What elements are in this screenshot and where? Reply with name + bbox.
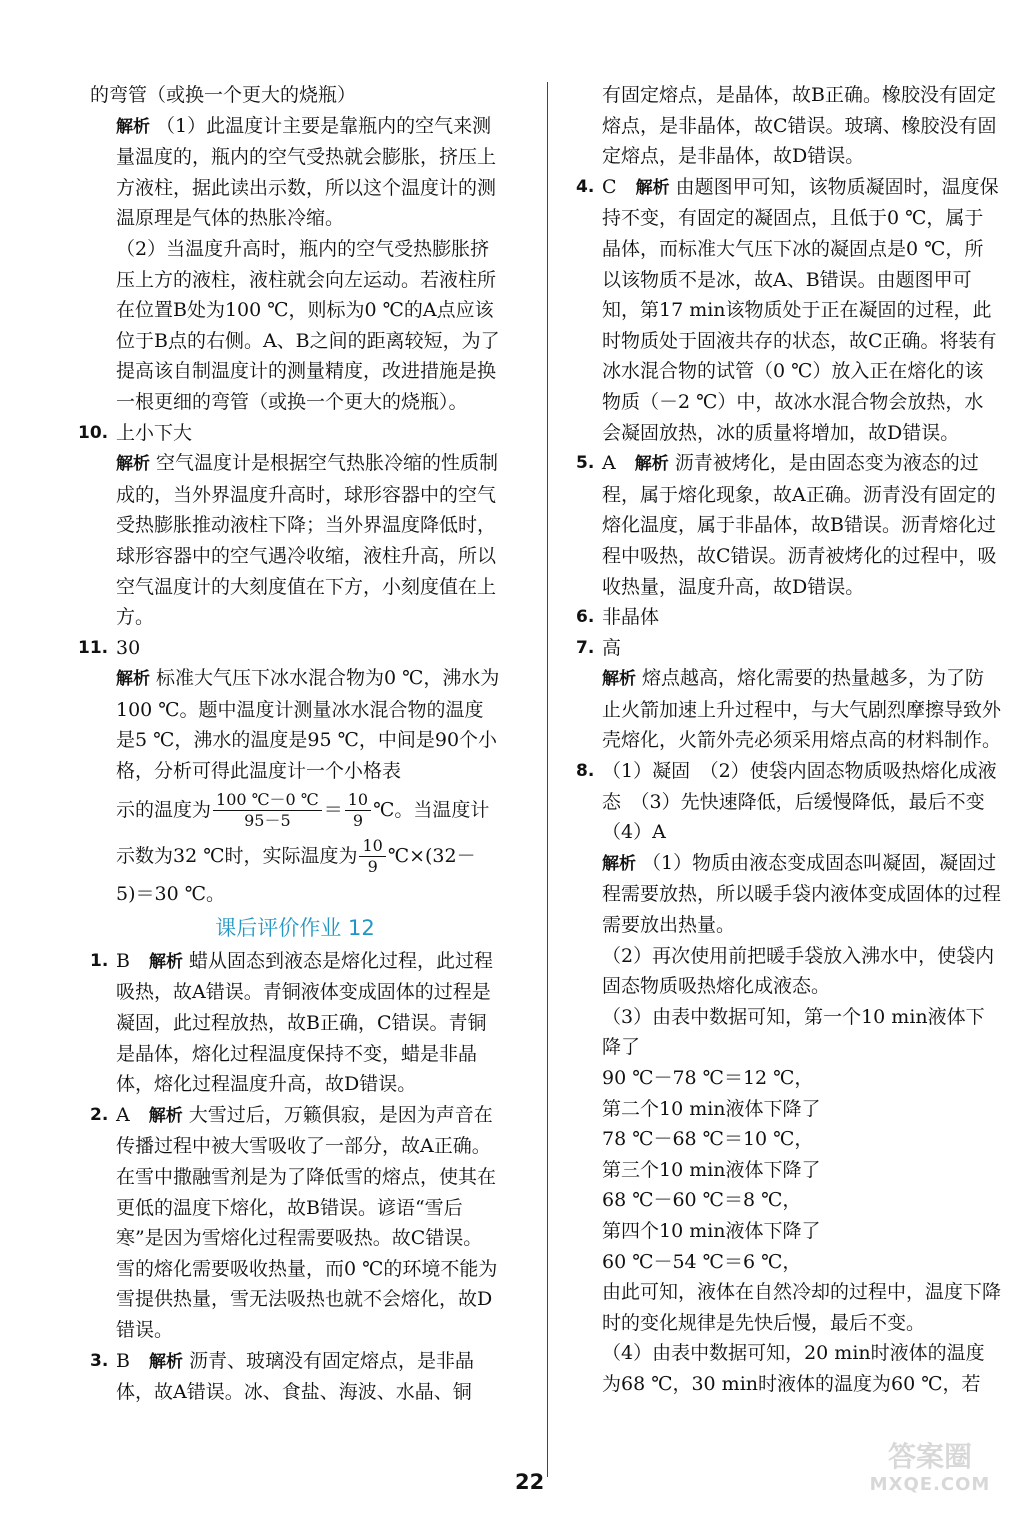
answer: C [602,175,617,198]
question-11 [78,633,500,910]
calc-line: 68 ℃－60 ℃＝8 ℃， [602,1189,802,1212]
answer: A [116,1103,130,1126]
question-number: 2. [90,1104,109,1125]
answer: 非晶体 [602,606,660,629]
q3-explanation-continued: 有固定熔点，是晶体，故B正确。橡胶没有固定熔点，是非晶体，故C错误。玻璃、橡胶没有固定熔点，是非晶体，故D错误。 [602,84,997,168]
question-10 [78,418,500,633]
continued-text: 的弯管（或换一个更大的烧瓶） [90,84,357,106]
explanation: 解析 空气温度计是根据空气热胀冷缩的性质制成的，当外界温度升高时，球形容器中的空气受热膨胀推动液柱下降；当外界温度降低时，球形容器中的空气遇冷收缩，液柱升高，所以空气温度计的大刻度值在下方，小刻度值在上方。 [116,452,499,629]
question-7 [576,633,1001,756]
explanation-end: 5)＝30 ℃。 [116,882,225,905]
fraction-line-2: 示数为32 ℃时，实际温度为 $\frac{10}{9}$ ℃×(32－ [116,836,476,877]
explanation: 解析 标准大气压下冰水混合物为0 ℃，沸水为100 ℃。题中温度计测量冰水混合物的温度是5 ℃，沸水的温度是95 ℃，中间是90个小格，分析可得此温度计一个小格表 [116,667,500,783]
question-number: 11. [78,637,109,658]
explanation: 大雪过后，万籁俱寂，是因为声音在传播过程中被大雪吸收了一部分，故A正确。在雪中撒融雪剂是为了降低雪的熔点，使其在更低的温度下熔化，故B错误。谚语“雪后寒”是因为雪熔化过程需要吸热。故C错误。雪的熔化需要吸收热量，而0 ℃的环境不能为雪提供热量，雪无法吸热也就不会熔化，故D错误。 [116,1103,498,1341]
question-number: 3. [90,1350,109,1371]
fraction: $\frac{10}{9}$ [345,790,371,831]
calc-line: 60 ℃－54 ℃＝6 ℃， [602,1250,802,1273]
column-divider [547,82,548,1477]
answer: 上小下大 [116,421,193,444]
calc-line: 第二个10 min液体下降了 [602,1097,821,1120]
explanation: 由题图甲可知，该物质凝固时，温度保持不变，有固定的凝固点，且低于0 ℃，属于晶体，而标准大气压下冰的凝固点是0 ℃，所以该物质不是冰，故A、B错误。由题图甲可知，第17 min该物质处于正在凝固的过程，此时物质处于固液共存的状态，故C正确。将装有冰水混合物的试管（0 ℃）放入正在熔化的该物质（－2 ℃）中，故冰水混合物会放热，水会凝固放热，冰的质量将增加，故D错误。 [602,175,999,444]
explanation: 解析 （1）物质由液态变成固态叫凝固，凝固过程需要放热，所以暖手袋内液体变成固体的过程需要放出热量。 [602,851,1002,937]
question-number: 4. [576,176,595,197]
question-8 [576,756,1004,1399]
answer: B [116,949,130,972]
question-1: 1. B 解析 蜡从固态到液态是熔化过程，此过程吸热，故A错误。青铜液体变成固体的过程是凝固，此过程放热，故B正确，C错误。青铜是晶体，熔化过程温度保持不变，蜡是非晶体，熔化过程温度升高，故D错误。 [90,946,500,1100]
calc-line: 第三个10 min液体下降了 [602,1158,821,1181]
analysis-label: 解析 [116,116,150,137]
explanation-4: （4）由表中数据可知，20 min时液体的温度为68 ℃，30 min时液体的温度为60 ℃，若 [602,1342,985,1395]
answer: 高 [602,636,622,659]
right-column [576,80,1004,1400]
question-5: 5. A 解析 沥青被烤化，是由固态变为液态的过程，属于熔化现象，故A正确。沥青没有固定的熔化温度，属于非晶体，故B错误。沥青熔化过程中吸热，故C错误。沥青被烤化的过程中，吸收热量，温度升高，故D错误。 [576,448,1001,602]
question-number: 7. [576,637,595,658]
question-2: 2. A 解析 大雪过后，万籁俱寂，是因为声音在传播过程中被大雪吸收了一部分，故A正确。在雪中撒融雪剂是为了降低雪的熔点，使其在更低的温度下熔化，故B错误。谚语“雪后寒”是因为雪熔化过程需要吸热。故C错误。雪的熔化需要吸收热量，而0 ℃的环境不能为雪提供热量，雪无法吸热也就不会熔化，故D错误。 [90,1100,500,1346]
question-6 [576,602,1001,633]
q9-explanation-2: （2）当温度升高时，瓶内的空气受热膨胀挤压上方的液柱，液柱就会向左运动。若液柱所在位置B处为100 ℃，则标为0 ℃的A点应该位于B点的右侧。A、B之间的距离较短，为了提高该自制温度计的测量精度，改进措施是换一根更细的弯管（或换一个更大的烧瓶）。 [116,237,500,413]
answer: B [116,1349,130,1372]
page-number: 22 [515,1470,545,1494]
answer: A [602,452,616,475]
question-number: 5. [576,453,595,474]
section-title: 课后评价作业 12 [215,916,375,941]
explanation-2: （2）再次使用前把暖手袋放入沸水中，使袋内固态物质吸热熔化成液态。 [602,944,995,998]
answer: 30 [116,636,141,659]
calc-line: 90 ℃－78 ℃＝12 ℃， [602,1067,814,1089]
question-number: 1. [90,950,109,971]
question-4: 4. C 解析 由题图甲可知，该物质凝固时，温度保持不变，有固定的凝固点，且低于0 ℃，属于晶体，而标准大气压下冰的凝固点是0 ℃，所以该物质不是冰，故A、B错误。由题图甲可知，第17 min该物质处于正在凝固的过程，此时物质处于固液共存的状态，故C正确。将装有冰水混合物的试管（0 ℃）放入正在熔化的该物质（－2 ℃）中，故冰水混合物会放热，水会凝固放热，冰的质量将增加，故D错误。 [576,172,1001,448]
calc-line: 第四个10 min液体下降了 [602,1219,821,1242]
question-number: 6. [576,607,595,628]
answer: （1）凝固 （2）使袋内固态物质吸热熔化成液态 （3）先快速降低，后缓慢降低，最后不变 （4）A [602,760,1004,844]
explanation: 蜡从固态到液态是熔化过程，此过程吸热，故A错误。青铜液体变成固体的过程是凝固，此过程放热，故B正确，C错误。青铜是晶体，熔化过程温度保持不变，蜡是非晶体，熔化过程温度升高，故D错误。 [116,949,494,1096]
calc-line: 78 ℃－68 ℃＝10 ℃， [602,1128,814,1151]
explanation: 沥青被烤化，是由固态变为液态的过程，属于熔化现象，故A正确。沥青没有固定的熔化温度，属于非晶体，故B错误。沥青熔化过程中吸热，故C错误。沥青被烤化的过程中，吸收热量，温度升高，故D错误。 [602,452,997,598]
question-number: 10. [78,422,109,443]
explanation-3: （3）由表中数据可知，第一个10 min液体下降了 [602,1005,985,1059]
watermark-logo: 答案圈 MXQE.COM [869,1440,991,1495]
question-number: 8. [576,761,595,782]
fraction: $\frac{100 ℃-0 ℃}{95-5}$ [213,790,322,831]
explanation: 沥青、玻璃没有固定熔点，是非晶体，故A错误。冰、食盐、海波、水晶、铜 [116,1349,475,1404]
question-3: 3. B 解析 沥青、玻璃没有固定熔点，是非晶体，故A错误。冰、食盐、海波、水晶、铜 [90,1346,500,1408]
fraction-line-1: 示的温度为 $\frac{100 ℃-0 ℃}{95-5}$ ＝ $\frac{10}{9}$ ℃。当温度计 [116,790,490,831]
fraction: $\frac{10}{9}$ [359,836,385,877]
q9-explanation-1: 解析 （1）此温度计主要是靠瓶内的空气来测量温度的，瓶内的空气受热就会膨胀，挤压上方液柱，据此读出示数，所以这个温度计的测温原理是气体的热胀冷缩。 [116,114,497,230]
left-column [78,80,500,1408]
explanation: 解析 熔点越高，熔化需要的热量越多，为了防止火箭加速上升过程中，与大气剧烈摩擦导致外壳熔化，火箭外壳必须采用熔点高的材料制作。 [602,667,1002,752]
conclusion: 由此可知，液体在自然冷却的过程中，温度下降时的变化规律是先快后慢，最后不变。 [602,1281,1002,1334]
